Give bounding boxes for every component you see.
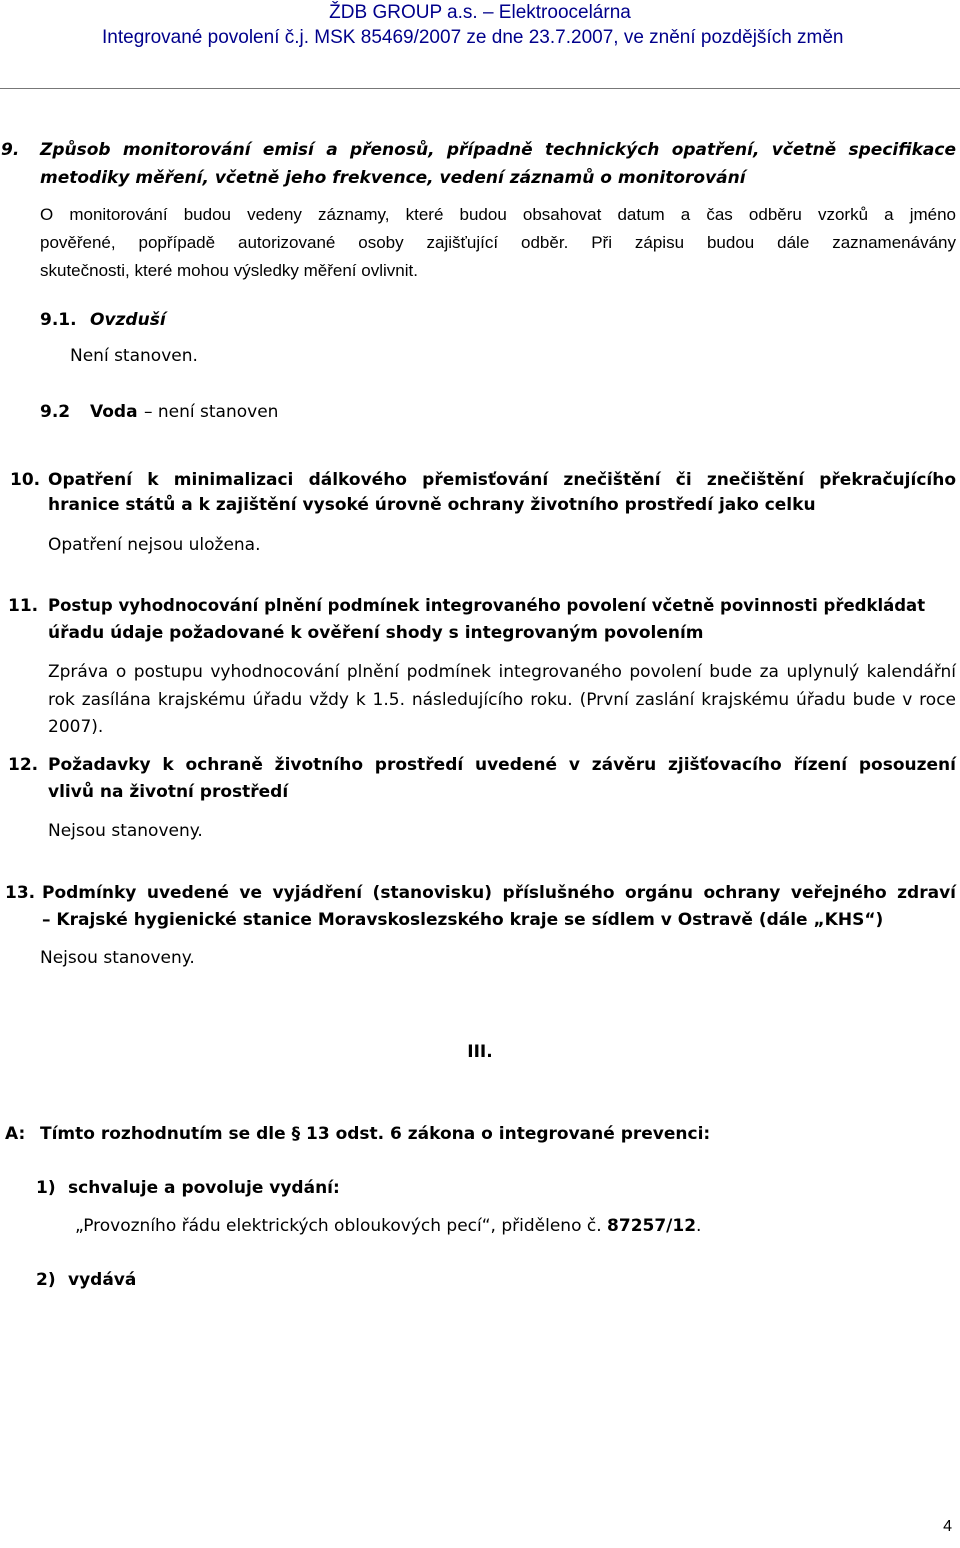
item-2-number: 2) [36, 1270, 56, 1290]
section-10-number: 10. [10, 470, 41, 490]
item-1-description [75, 1216, 701, 1236]
section-10-title-line1: Opatření k minimalizaci dálkového přemisťování znečištění či znečištění překračujícího [48, 470, 956, 490]
item-1-number: 1) [36, 1178, 56, 1198]
section-12-title-line2: vlivů na životní prostředí [48, 782, 289, 802]
section-9-paragraph-line3: skutečnosti, které mohou výsledky měření ovlivnit. [40, 261, 418, 280]
item-1-text: „Provozního řádu elektrických obloukových pecí“, přiděleno č. [75, 1216, 602, 1236]
subsection-9-1-text: Není stanoven. [70, 346, 198, 366]
section-12-title-line1: Požadavky k ochraně životního prostředí uvedené v závěru zjišťovacího řízení posouzení [48, 755, 956, 775]
header-divider [0, 88, 960, 89]
item-2-label: vydává [68, 1270, 137, 1290]
section-11-paragraph-line2: rok zasílána krajskému úřadu vždy k 1.5. následujícího roku. (První zaslání krajskému úřadu bude v roce [48, 690, 956, 710]
subsection-9-2-title: Voda [90, 402, 138, 422]
section-11-paragraph-line3: 2007). [48, 717, 104, 737]
section-13-title-line2: – Krajské hygienické stanice Moravskoslezského kraje se sídlem v Ostravě (dále „KHS“) [42, 910, 884, 930]
section-13-number: 13. [5, 883, 36, 903]
section-9-paragraph-line2: pověřené, popřípadě autorizované osoby zajišťující odběr. Při zápisu budou dále zaznamenávány [40, 233, 956, 252]
header-company: ŽDB GROUP a.s. – Elektroocelárna [329, 2, 631, 23]
section-9-paragraph-line1: O monitorování budou vedeny záznamy, které budou obsahovat datum a čas odběru vzorků a jméno [40, 205, 956, 224]
item-1-label: schvaluje a povoluje vydání: [68, 1178, 340, 1198]
item-1-registration-number: 87257/12 [607, 1216, 697, 1236]
section-9-title-line2: metodiky měření, včetně jeho frekvence, vedení záznamů o monitorování [40, 168, 746, 188]
header-permit-reference: Integrované povolení č.j. MSK 85469/2007 ze dne 23.7.2007, ve znění pozdějších změn [102, 27, 844, 48]
section-13-title-line1: Podmínky uvedené ve vyjádření (stanovisku) příslušného orgánu ochrany veřejného zdraví [42, 883, 956, 903]
item-1-period: . [696, 1216, 702, 1236]
subsection-9-1-title: Ovzduší [90, 310, 166, 330]
decision-text: Tímto rozhodnutím se dle § 13 odst. 6 zákona o integrované prevenci: [40, 1124, 711, 1144]
section-11-title-line2: úřadu údaje požadované k ověření shody s integrovaným povolením [48, 623, 704, 643]
section-10-title-line2: hranice států a k zajištění vysoké úrovně ochrany životního prostředí jako celku [48, 495, 816, 515]
section-10-text: Opatření nejsou uložena. [48, 535, 261, 555]
section-11-paragraph-line1: Zpráva o postupu vyhodnocování plnění podmínek integrovaného povolení bude za uplynulý kalendářní [48, 662, 956, 682]
subsection-9-2-text: – není stanoven [144, 402, 279, 422]
section-12-text: Nejsou stanoveny. [48, 821, 203, 841]
page-number: 4 [943, 1518, 952, 1535]
part-heading: III. [467, 1042, 493, 1062]
section-9-title-line1: Způsob monitorování emisí a přenosů, případně technických opatření, včetně specifikace [40, 140, 956, 160]
decision-label: A: [5, 1124, 26, 1144]
section-13-text: Nejsou stanoveny. [40, 948, 195, 968]
section-12-number: 12. [8, 755, 39, 775]
subsection-9-2-number: 9.2 [40, 402, 71, 422]
section-11-number: 11. [8, 596, 39, 616]
subsection-9-1-number: 9.1. [40, 310, 77, 330]
section-11-title-line1: Postup vyhodnocování plnění podmínek integrovaného povolení včetně povinnosti předkládat [48, 596, 926, 615]
section-9-number: 9. [1, 140, 20, 160]
